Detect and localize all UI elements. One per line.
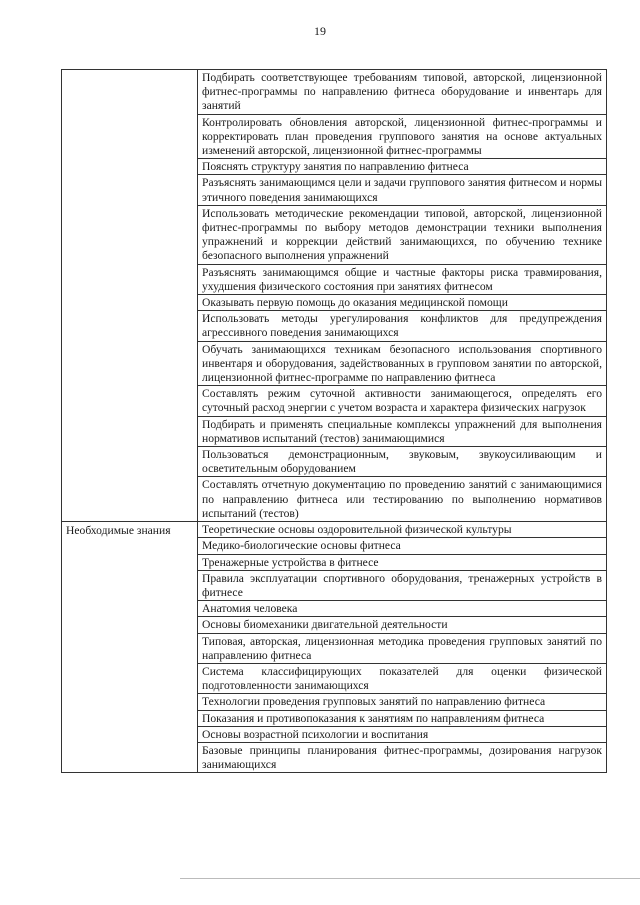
skill-cell bbox=[198, 114, 607, 159]
knowledge-text: Основы биомеханики двигательной деятельности bbox=[202, 618, 448, 632]
skill-cell bbox=[198, 311, 607, 341]
knowledge-text: Правила эксплуатации спортивного оборудования, тренажерных устройств в фитнесе bbox=[202, 571, 602, 599]
knowledge-text: Анатомия человека bbox=[202, 602, 298, 616]
skill-cell bbox=[198, 341, 607, 386]
skill-text: Контролировать обновления авторской, лицензионной фитнес-программы и корректировать план проведения группового занятия на основе актуальных изменений авторской, лицензионной фитнес-программы bbox=[202, 115, 602, 158]
knowledge-cell bbox=[198, 570, 607, 600]
scan-edge-line bbox=[180, 878, 640, 879]
skill-text: Пользоваться демонстрационным, звуковым, звукоусиливающим и осветительным оборудованием bbox=[202, 448, 602, 476]
knowledge-cell bbox=[198, 601, 607, 617]
knowledge-cell bbox=[198, 617, 607, 633]
skill-text: Составлять отчетную документацию по проведению занятий с занимающимися по направлению фитнеса или тестированию по выполнению нормативов испытаний (тестов) bbox=[202, 478, 602, 520]
knowledge-text: Тренажерные устройства в фитнесе bbox=[202, 555, 379, 569]
knowledge-text: Теоретические основы оздоровительной физической культуры bbox=[202, 523, 512, 537]
table-row bbox=[62, 70, 607, 115]
knowledge-cell bbox=[198, 522, 607, 538]
knowledge-cell bbox=[198, 726, 607, 742]
skill-cell bbox=[198, 205, 607, 264]
knowledge-cell bbox=[198, 663, 607, 693]
knowledge-text: Система классифицирующих показателей для оценки физической подготовленности занимающихся bbox=[202, 664, 602, 693]
empty-label-cell bbox=[62, 70, 198, 522]
knowledge-text: Показания и противопоказания к занятиям по направлениям фитнеса bbox=[202, 711, 545, 725]
skill-text: Разъяснять занимающимся общие и частные факторы риска травмирования, ухудшения физического состояния при занятиях фитнесом bbox=[202, 265, 602, 293]
skill-cell bbox=[198, 295, 607, 311]
skill-text: Подбирать соответствующее требованиям типовой, авторской, лицензионной фитнес-программы по направлению фитнеса оборудование и инвентарь для занятий bbox=[202, 71, 602, 113]
skill-cell bbox=[198, 477, 607, 522]
knowledge-text: Типовая, авторская, лицензионная методика проведения групповых занятий по направлению фитнеса bbox=[202, 634, 602, 662]
skill-cell bbox=[198, 175, 607, 205]
knowledge-label: Необходимые знания bbox=[66, 524, 171, 538]
requirements-table bbox=[61, 69, 607, 773]
skill-text: Подбирать и применять специальные комплексы упражнений для выполнения нормативов испытаний (тестов) занимающимися bbox=[202, 417, 602, 445]
skill-text: Использовать методы урегулирования конфликтов для предупреждения агрессивного поведения занимающихся bbox=[202, 312, 602, 340]
skill-text: Пояснять структуру занятия по направлению фитнеса bbox=[202, 160, 469, 174]
knowledge-cell bbox=[198, 538, 607, 554]
skill-text: Составлять режим суточной активности занимающегося, определять его суточный расход энергии с учетом возраста и характера физических нагрузок bbox=[202, 387, 602, 415]
page-number: 19 bbox=[314, 24, 326, 38]
skill-cell bbox=[198, 70, 607, 115]
knowledge-label-cell bbox=[62, 522, 198, 773]
skill-cell bbox=[198, 416, 607, 446]
skill-text: Оказывать первую помощь до оказания медицинской помощи bbox=[202, 296, 508, 310]
knowledge-cell bbox=[198, 633, 607, 663]
skill-cell bbox=[198, 386, 607, 416]
knowledge-cell bbox=[198, 554, 607, 570]
knowledge-text: Основы возрастной психологии и воспитания bbox=[202, 727, 429, 741]
knowledge-cell bbox=[198, 742, 607, 772]
table-row bbox=[62, 522, 607, 538]
knowledge-text: Технологии проведения групповых занятий по направлению фитнеса bbox=[202, 695, 546, 709]
knowledge-text: Базовые принципы планирования фитнес-программы, дозирования нагрузок занимающихся bbox=[202, 743, 602, 772]
skill-cell bbox=[198, 447, 607, 477]
skill-text: Использовать методические рекомендации типовой, авторской, лицензионной фитнес-программы по выбору методов демонстрации техники выполнения упражнений и коррекции действий занимающихся, по обучению технике безопасного выполнения упражнений bbox=[202, 206, 602, 263]
skill-cell bbox=[198, 264, 607, 294]
knowledge-text: Медико-биологические основы фитнеса bbox=[202, 539, 401, 553]
skill-cell bbox=[198, 159, 607, 175]
skill-text: Разъяснять занимающимся цели и задачи группового занятия фитнесом и нормы этичного поведения занимающихся bbox=[202, 176, 602, 204]
knowledge-cell bbox=[198, 694, 607, 710]
skill-text: Обучать занимающихся техникам безопасного использования спортивного инвентаря и оборудования, задействованных в групповом занятии по авторской, лицензионной фитнес-программе по направлению фитнеса bbox=[202, 342, 602, 385]
knowledge-cell bbox=[198, 710, 607, 726]
